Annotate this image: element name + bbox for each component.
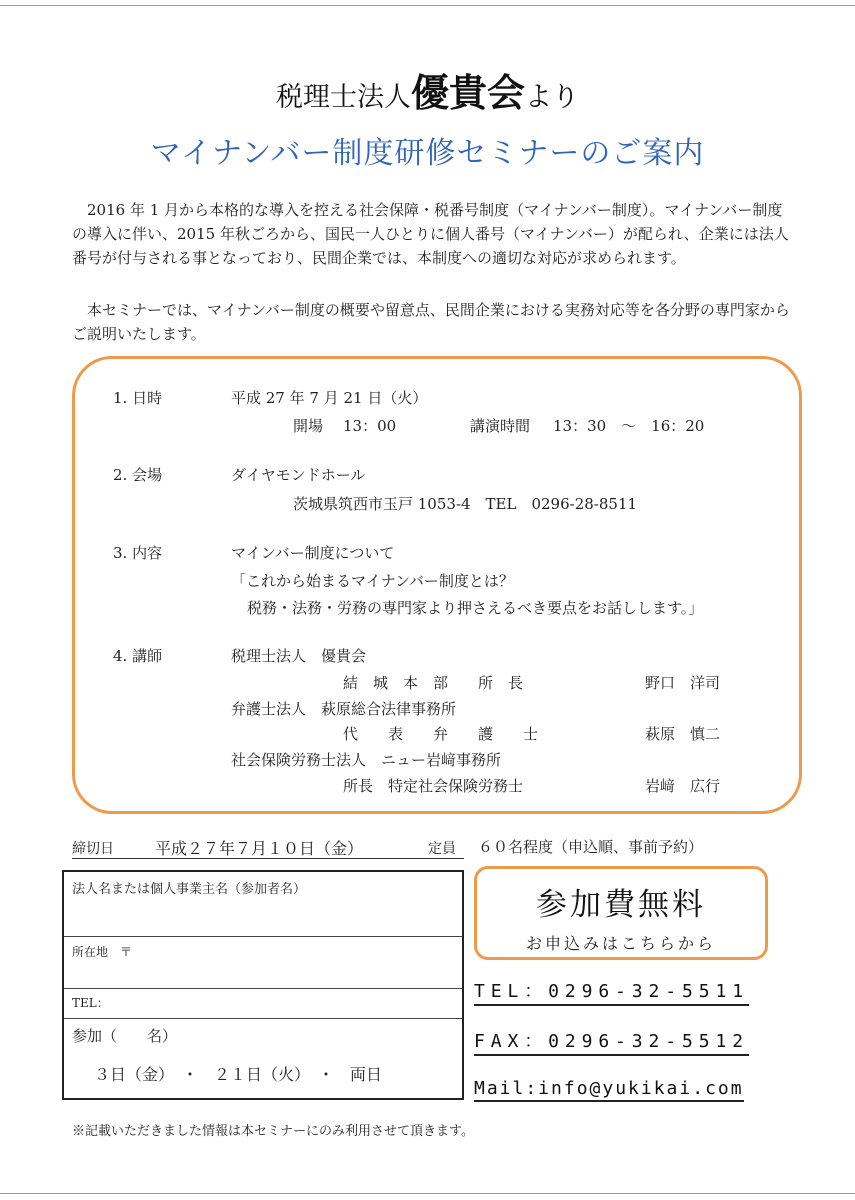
content-label: 3. 内容 xyxy=(113,544,163,562)
application-form xyxy=(62,870,464,1100)
speaker-title: 結 城 本 部 所 長 xyxy=(343,674,524,692)
speaker-title: 代 表 弁 護 士 xyxy=(343,725,539,743)
bottom-rule xyxy=(0,1193,855,1194)
speaker-org: 社会保険労務士法人 ニュー岩﨑事務所 xyxy=(231,751,502,769)
title-prefix: 税理士法人 xyxy=(275,82,411,113)
participant-name-field[interactable] xyxy=(72,904,456,930)
venue-label: 2. 会場 xyxy=(113,466,163,484)
venue-address: 茨城県筑西市玉戸 1053-4 TEL 0296-28-8511 xyxy=(293,495,638,513)
page-title xyxy=(0,62,855,117)
top-rule xyxy=(0,5,855,6)
participant-count-label: 参加（ 名） xyxy=(72,1027,178,1045)
speaker-org: 税理士法人 優貴会 xyxy=(231,647,367,665)
intro-paragraph-1: 2016 年 1 月から本格的な導入を控える社会保障・税番号制度（マイナンバー制度）。マイナンバー制度の導入に伴い、2015 年秋ごろから、国民一人ひとりに個人番号（マイナンバー）が配られ、企業には法人番号が付与される事となっており、民間企業では、本制度への適切な対応が求められます。 xyxy=(72,201,789,267)
page-subtitle: マイナンバー制度研修セミナーのご案内 xyxy=(150,136,705,171)
intro-paragraph-2: 本セミナーでは、マイナンバー制度の概要や留意点、民間企業における実務対応等を各分野の専門家からご説明いたします。 xyxy=(72,301,790,343)
venue-name: ダイヤモンドホール xyxy=(231,466,366,484)
open-time: 13：00 xyxy=(343,417,397,435)
lecture-label: 講演時間 xyxy=(470,417,531,435)
tel-field[interactable] xyxy=(114,990,454,1014)
speaker-title: 所長 特定社会保険労務士 xyxy=(343,777,524,795)
fee-subtitle: お申込みはこちらから xyxy=(525,934,716,953)
attendance-day-options[interactable]: ３日（金） ・ ２１日（火） ・ 両日 xyxy=(94,1065,383,1084)
capacity-value: ６０名程度（申込順、事前予約） xyxy=(478,838,704,856)
deadline-label: 締切日 xyxy=(72,841,114,857)
date-label: 1. 日時 xyxy=(113,389,163,407)
contact-fax: FAX：0296-32-5512 xyxy=(474,1027,749,1056)
open-label: 開場 xyxy=(293,417,324,435)
speaker-name: 萩原 慎二 xyxy=(645,725,721,743)
fee-title: 参加費無料 xyxy=(536,887,706,923)
free-admission-box xyxy=(474,866,768,960)
address-label: 所在地 〒 xyxy=(72,945,133,959)
address-field[interactable] xyxy=(144,940,454,984)
firm-name: 優貴会 xyxy=(410,71,525,115)
date-value: 平成 27 年 7 月 21 日（火） xyxy=(231,389,428,407)
speaker-org: 弁護士法人 萩原総合法律事務所 xyxy=(231,700,457,718)
lecture-time: 13：30 ～ 16：20 xyxy=(553,417,705,435)
seminar-details-box xyxy=(72,356,802,814)
capacity-label: 定員 xyxy=(428,841,456,857)
privacy-footnote: ※記載いただきました情報は本セミナーにのみ利用させて頂きます。 xyxy=(72,1124,474,1139)
contact-tel: TEL：0296-32-5511 xyxy=(474,977,749,1006)
content-line-3: 税務・法務・労務の専門家より押さえるべき要点をお話しします。」 xyxy=(247,599,704,617)
deadline-value: 平成２７年７月１０日（金） xyxy=(155,839,364,858)
title-suffix: より xyxy=(525,82,579,113)
speakers-label: 4. 講師 xyxy=(113,647,163,665)
contact-mail: Mail:info@yukikai.com xyxy=(474,1078,744,1102)
speaker-name: 野口 洋司 xyxy=(645,674,721,692)
participant-name-label: 法人名または個人事業主名（参加者名） xyxy=(72,882,307,897)
speaker-name: 岩﨑 広行 xyxy=(645,777,721,795)
deadline-underline xyxy=(72,858,464,859)
tel-label: TEL： xyxy=(72,996,109,1010)
form-divider xyxy=(64,988,462,989)
content-line-1: マインバー制度について xyxy=(231,544,395,562)
form-divider xyxy=(64,936,462,937)
content-line-2: 「これから始まるマイナンバー制度とは？ xyxy=(231,572,514,590)
form-divider xyxy=(64,1018,462,1019)
